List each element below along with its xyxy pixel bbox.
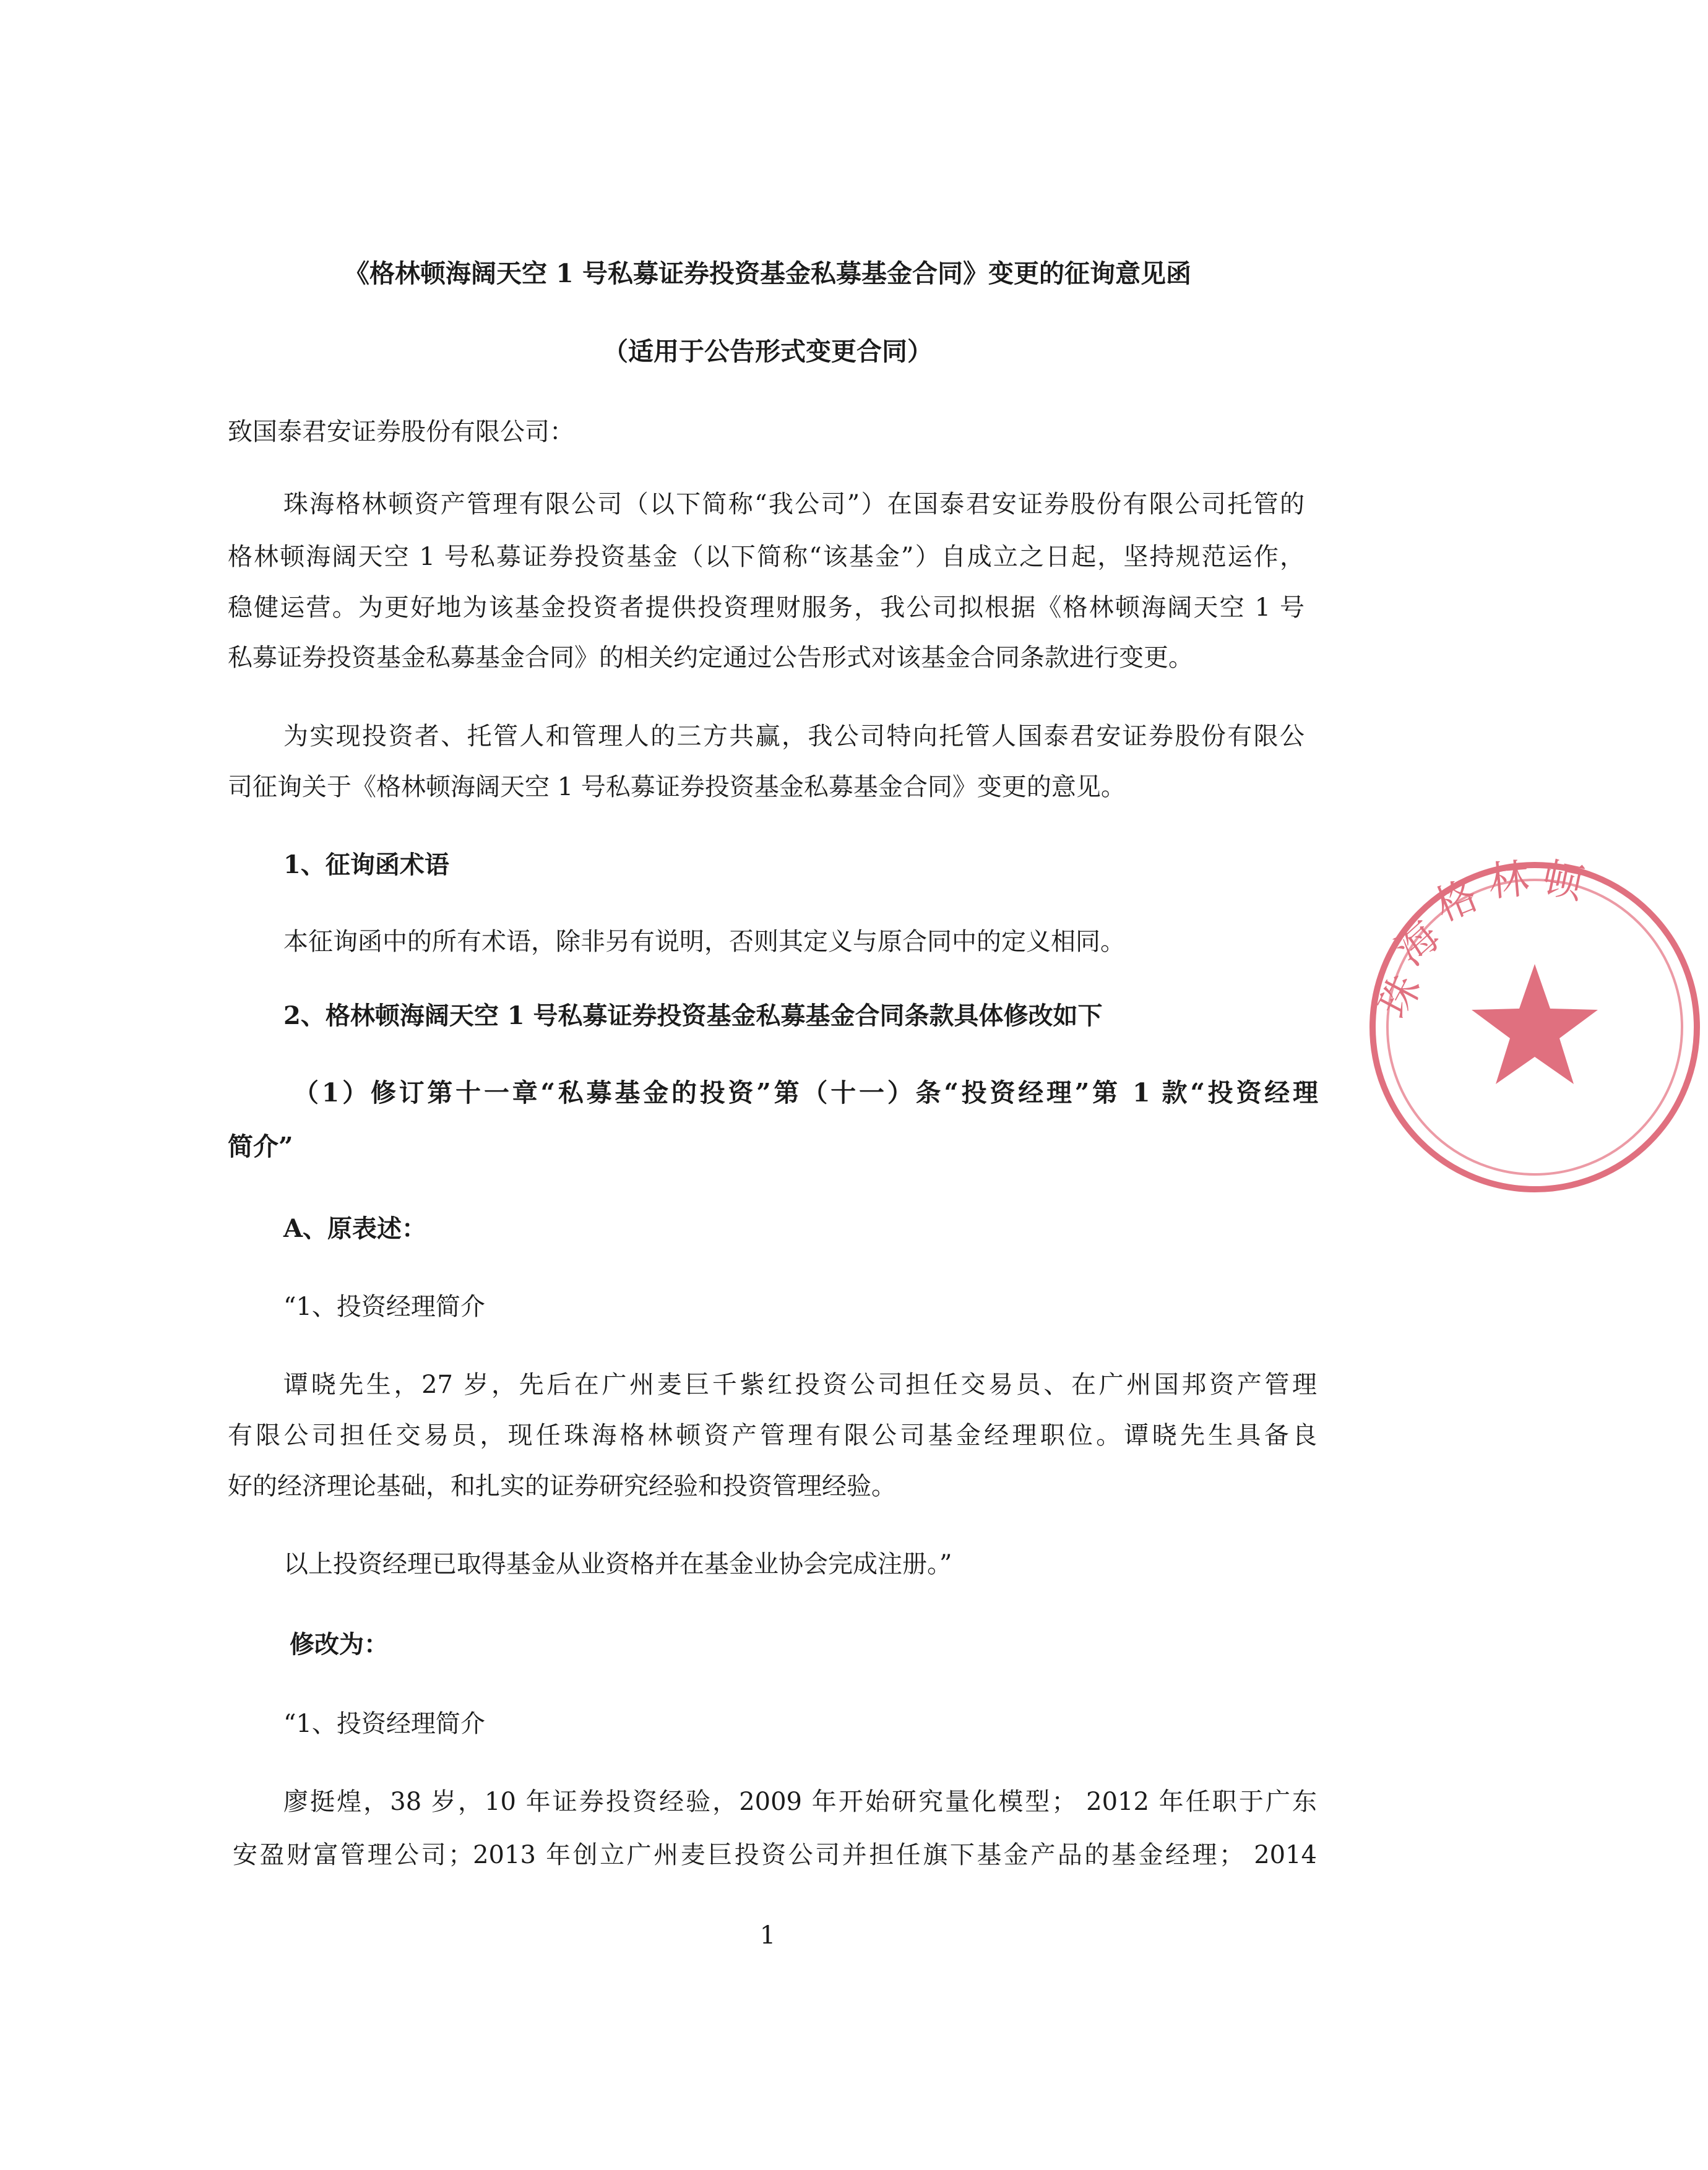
document-title: 《格林顿海阔天空 1 号私募证券投资基金私募基金合同》变更的征询意见函 <box>343 259 1192 288</box>
original-label: A、原表述： <box>283 1214 427 1243</box>
original-bio-line-1: 谭晓先生，27 岁，先后在广州麦巨千紫红投资公司担任交易员、在广州国邦资产管理 <box>283 1371 1317 1399</box>
amend1-heading-line-2: 简介” <box>228 1132 293 1161</box>
modified-label: 修改为： <box>290 1630 389 1659</box>
addressee: 致国泰君安证券股份有限公司： <box>228 418 574 446</box>
seal-text-1: 珠 <box>1369 967 1431 1026</box>
para2-line-2: 司征询关于《格林顿海阔天空 1 号私募证券投资基金私募基金合同》变更的意见。 <box>228 773 1126 801</box>
amend1-heading-line-1: （1）修订第十一章“私募基金的投资”第（十一）条“投资经理”第 1 款“投资经理 <box>293 1078 1318 1108</box>
page-number: 1 <box>759 1921 776 1950</box>
seal-star <box>1472 964 1598 1084</box>
original-intro-title: “1、投资经理简介 <box>283 1293 485 1321</box>
modified-intro-title: “1、投资经理简介 <box>283 1710 485 1738</box>
modified-bio-line-2: 安盈财富管理公司；2013 年创立广州麦巨投资公司并担任旗下基金产品的基金经理； 2014 <box>233 1841 1317 1869</box>
original-registration: 以上投资经理已取得基金从业资格并在基金业协会完成注册。” <box>283 1550 952 1578</box>
seal-text-5: 顿 <box>1538 853 1588 909</box>
company-seal <box>1361 854 1708 1200</box>
seal-text-4: 林 <box>1486 855 1532 906</box>
seal-text-2: 海 <box>1386 912 1449 975</box>
para1-line-1: 珠海格林顿资产管理有限公司（以下简称“我公司”）在国泰君安证券股份有限公司托管的 <box>283 490 1305 519</box>
section1-heading: 1、征询函术语 <box>283 850 449 879</box>
para1-line-4: 私募证券投资基金私募基金合同》的相关约定通过公告形式对该基金合同条款进行变更。 <box>228 644 1193 672</box>
section1-text: 本征询函中的所有术语，除非另有说明，否则其定义与原合同中的定义相同。 <box>283 928 1125 956</box>
para2-line-1: 为实现投资者、托管人和管理人的三方共赢，我公司特向托管人国泰君安证券股份有限公 <box>283 722 1305 751</box>
document-subtitle: （适用于公告形式变更合同） <box>603 337 933 366</box>
para1-line-2: 格林顿海阔天空 1 号私募证券投资基金（以下简称“该基金”）自成立之日起，坚持规范运作， <box>228 543 1305 571</box>
original-bio-line-3: 好的经济理论基础，和扎实的证券研究经验和投资管理经验。 <box>228 1472 896 1500</box>
section2-heading: 2、格林顿海阔天空 1 号私募证券投资基金私募基金合同条款具体修改如下 <box>283 1001 1103 1030</box>
para1-line-3: 稳健运营。为更好地为该基金投资者提供投资理财服务，我公司拟根据《格林顿海阔天空 1 号 <box>228 593 1305 622</box>
modified-bio-line-1: 廖挺煌，38 岁，10 年证券投资经验，2009 年开始研究量化模型； 2012 年任职于广东 <box>283 1788 1317 1816</box>
original-bio-line-2: 有限公司担任交易员，现任珠海格林顿资产管理有限公司基金经理职位。谭晓先生具备良 <box>228 1421 1317 1450</box>
seal-text-3: 格 <box>1428 871 1485 931</box>
